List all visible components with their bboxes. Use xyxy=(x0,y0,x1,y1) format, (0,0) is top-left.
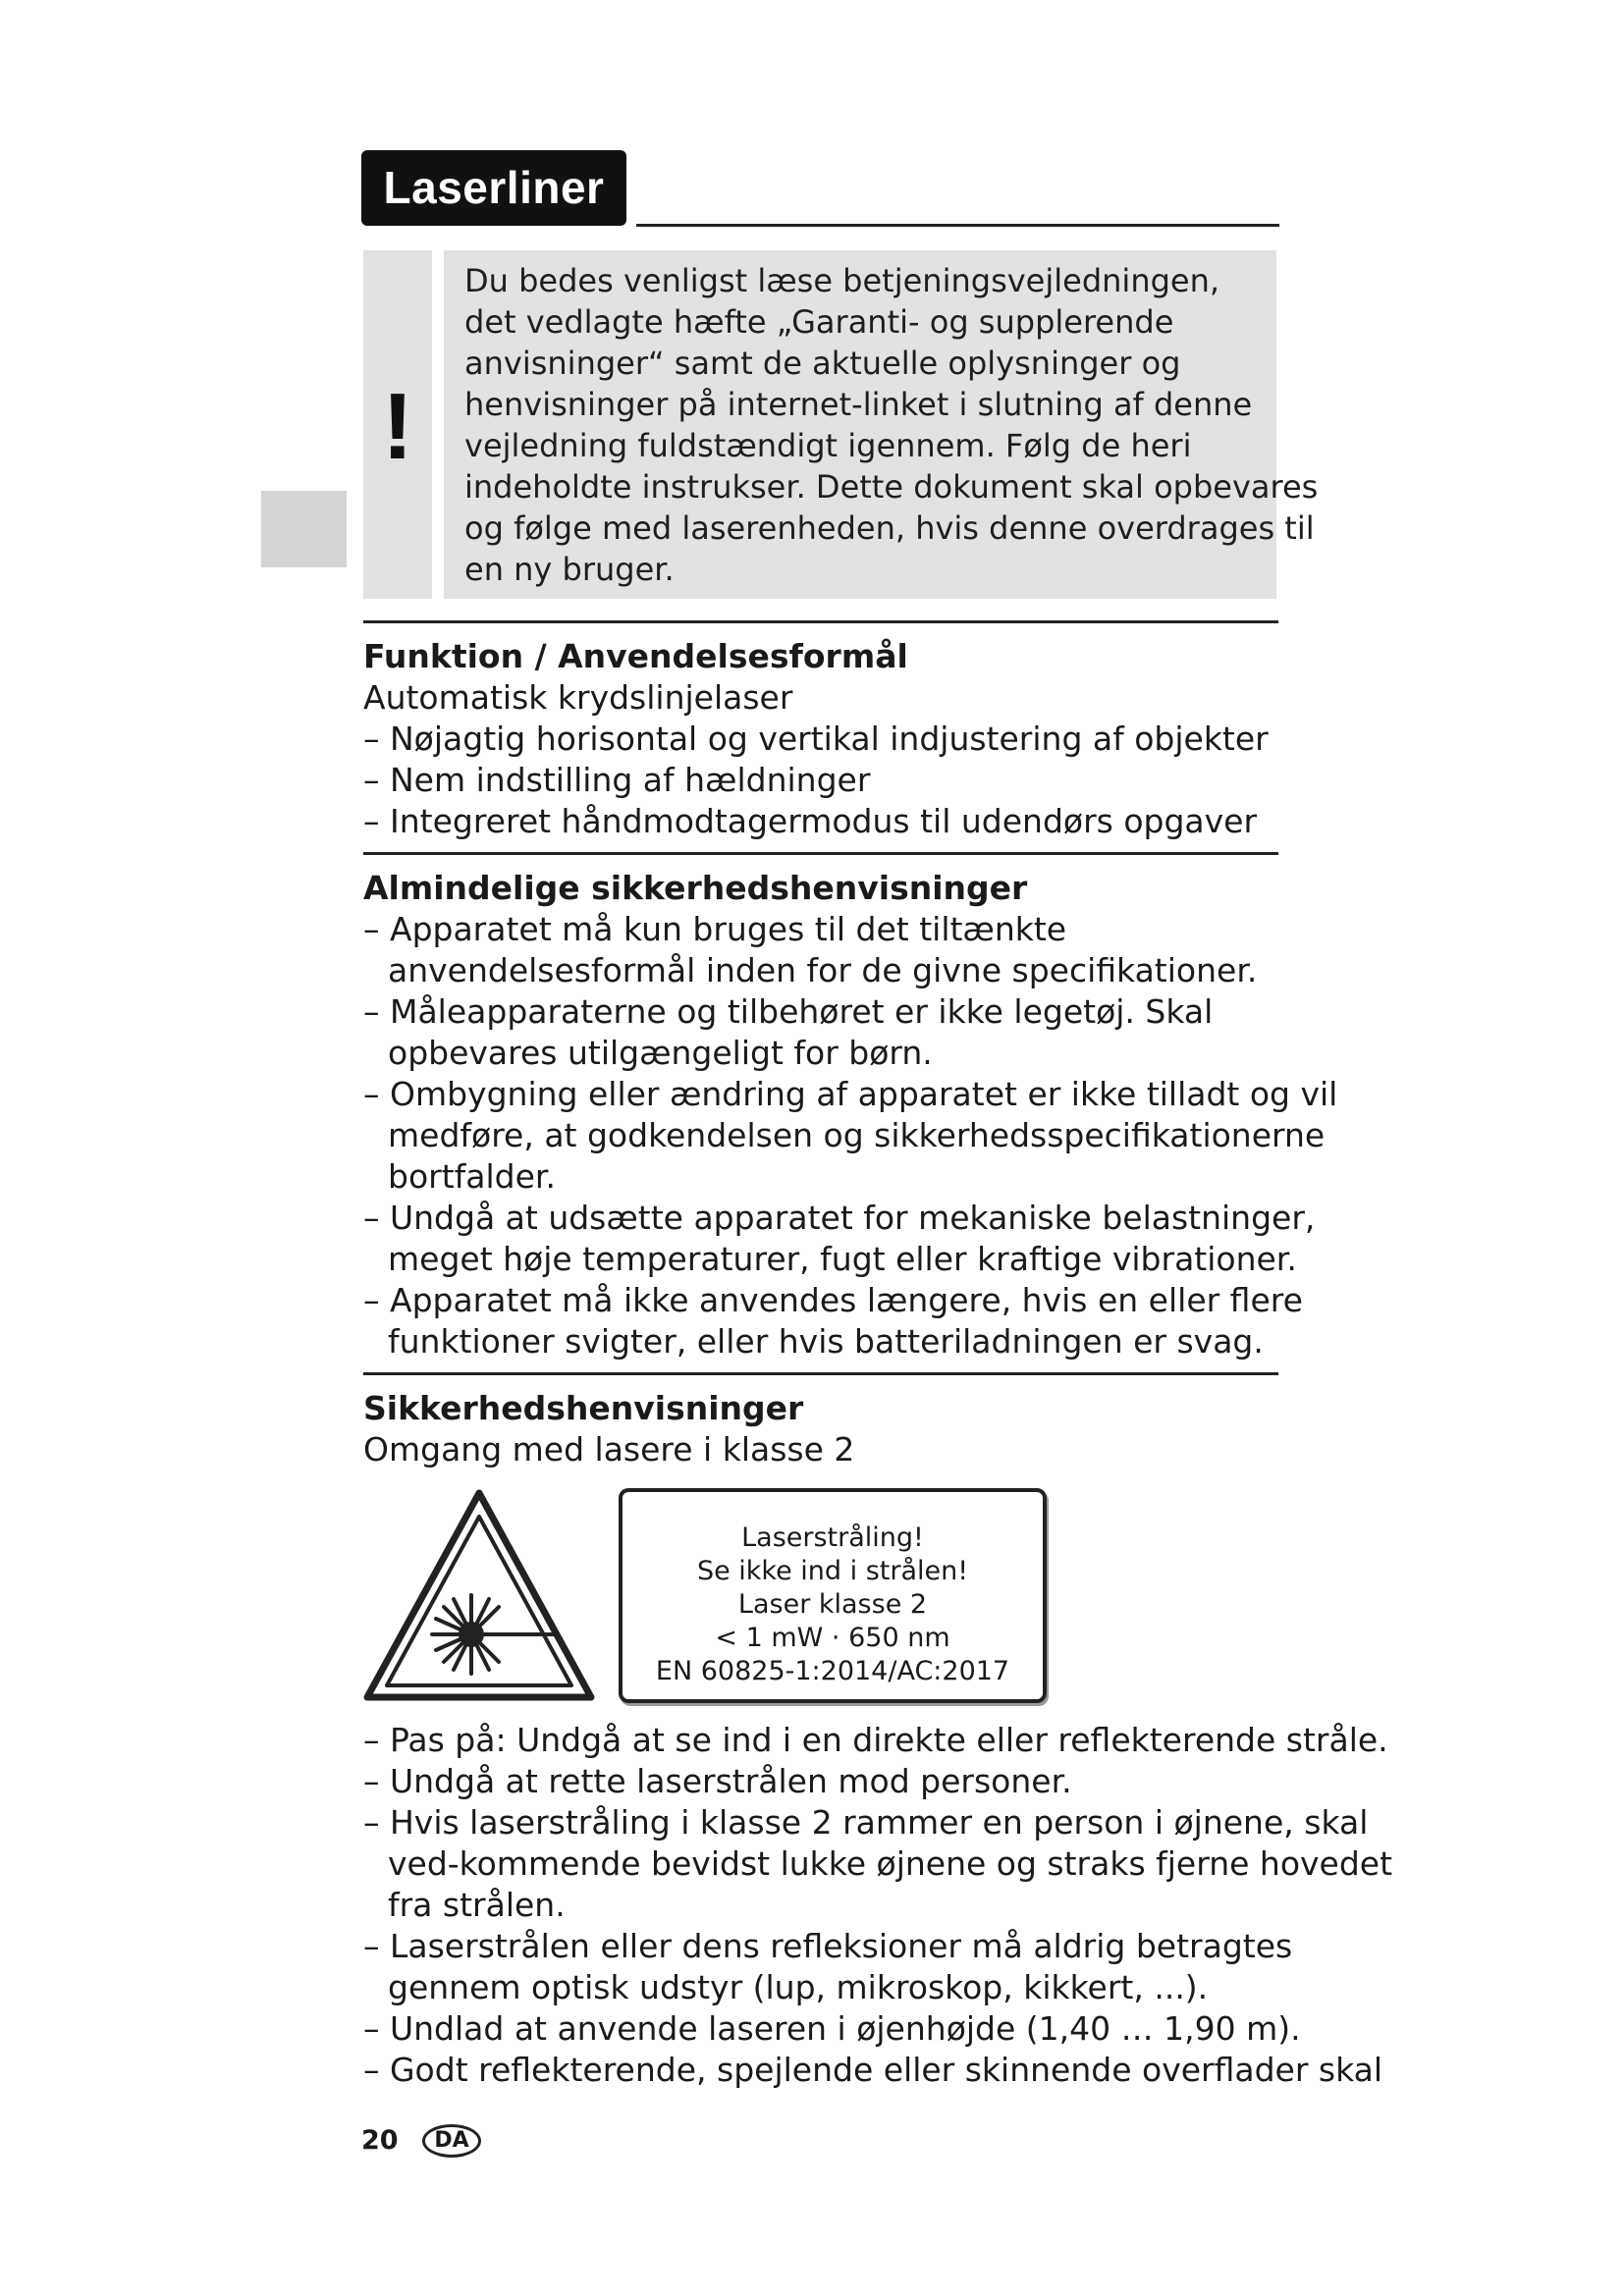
list-item-line: – Ombygning eller ændring af apparatet er ikke tilladt og vil xyxy=(363,1075,1338,1113)
list-item-line: – Undgå at rette laserstrålen mod personer. xyxy=(363,1762,1072,1800)
list-item-line: fra strålen. xyxy=(388,1886,566,1924)
list-item-line: opbevares utilgængeligt for børn. xyxy=(388,1034,933,1072)
list-item-line: meget høje temperaturer, fugt eller kraftige vibrationer. xyxy=(388,1240,1297,1278)
section-heading: Sikkerhedshenvisninger xyxy=(363,1389,804,1427)
list-item-line: medføre, at godkendelsen og sikkerhedsspecifikationerne xyxy=(388,1116,1326,1154)
label-line: EN 60825-1:2014/AC:2017 xyxy=(655,1656,1010,1686)
section-subtitle: Automatisk krydslinjelaser xyxy=(363,678,793,717)
exclamation-icon: ! xyxy=(382,374,413,479)
label-line: Laserstråling! xyxy=(741,1522,924,1553)
list-item xyxy=(363,1761,1306,1802)
list-item-line: anvendelsesformål inden for de givne specifikationer. xyxy=(388,951,1258,989)
list-item-line: gennem optisk udstyr (lup, mikroskop, kikkert, ...). xyxy=(388,1968,1209,2006)
list-item xyxy=(363,1802,1393,1926)
label-line: Se ikke ind i strålen! xyxy=(696,1556,969,1586)
list-item: – Integreret håndmodtagermodus til udendørs opgaver xyxy=(363,802,1258,840)
section-divider xyxy=(363,1372,1278,1375)
notice-line: anvisninger“ samt de aktuelle oplysninger og xyxy=(464,345,1181,382)
page-number: 20 xyxy=(361,2125,399,2156)
list-item-line: – Laserstrålen eller dens refleksioner må aldrig betragtes xyxy=(363,1927,1293,1965)
language-badge: DA xyxy=(422,2124,481,2158)
notice-line: indeholdte instrukser. Dette dokument skal opbevares xyxy=(464,468,1319,506)
list-item xyxy=(363,1074,1338,1198)
notice-box xyxy=(444,250,1319,599)
list-item: – Nøjagtig horisontal og vertikal indjustering af objekter xyxy=(363,720,1269,758)
section-tab-marker xyxy=(261,491,347,567)
list-item-line: bortfalder. xyxy=(388,1157,556,1196)
list-item xyxy=(363,1280,1306,1362)
section-heading: Almindelige sikkerhedshenvisninger xyxy=(363,869,1028,907)
list-item xyxy=(363,2008,1306,2050)
list-item-line: – Undgå at udsætte apparatet for mekaniske belastninger, xyxy=(363,1199,1316,1237)
notice-icon-panel xyxy=(363,250,432,599)
section-laser-safety xyxy=(363,1388,1306,1470)
list-item-line: funktioner svigter, eller hvis batteriladningen er svag. xyxy=(388,1322,1264,1361)
notice-line: Du bedes venligst læse betjeningsvejledningen, xyxy=(464,262,1220,299)
laser-class-label xyxy=(619,1488,1047,1703)
list-item: – Nem indstilling af hældninger xyxy=(363,761,871,799)
laser-safety-list xyxy=(363,1720,1393,2091)
list-item-line: – Undlad at anvende laseren i øjenhøjde (1,40 … 1,90 m). xyxy=(363,2009,1301,2048)
section-divider xyxy=(363,852,1278,855)
section-funktion xyxy=(363,636,1306,842)
section-divider xyxy=(363,620,1278,623)
notice-line: det vedlagte hæfte „Garanti- og supplerende xyxy=(464,303,1174,341)
list-item-line: – Måleapparaterne og tilbehøret er ikke legetøj. Skal xyxy=(363,992,1214,1031)
list-item xyxy=(363,909,1306,991)
notice-line: og følge med laserenheden, hvis denne overdrages til xyxy=(464,509,1315,547)
list-item xyxy=(363,2050,1383,2091)
list-item-line: ved-kommende bevidst lukke øjnene og straks fjerne hovedet xyxy=(388,1844,1393,1883)
notice-line: henvisninger på internet-linket i slutning af denne xyxy=(464,386,1253,423)
notice-line: vejledning fuldstændigt igennem. Følg de heri xyxy=(464,427,1192,464)
list-item-line: – Apparatet må kun bruges til det tiltænkte xyxy=(363,910,1067,948)
laser-warning-triangle-icon xyxy=(361,1487,597,1703)
section-subtitle: Omgang med lasere i klasse 2 xyxy=(363,1430,855,1468)
label-line: Laser klasse 2 xyxy=(737,1589,928,1620)
notice-line: en ny bruger. xyxy=(464,551,675,588)
list-item-line: – Godt reflekterende, spejlende eller skinnende overflader skal xyxy=(363,2051,1383,2089)
section-general-safety xyxy=(363,868,1338,1362)
list-item xyxy=(363,1720,1388,1761)
list-item xyxy=(363,1926,1306,2008)
list-item-line: – Pas på: Undgå at se ind i en direkte eller reflekterende stråle. xyxy=(363,1721,1388,1759)
list-item xyxy=(363,1198,1316,1280)
brand-logo: Laserliner xyxy=(361,150,626,226)
header-rule xyxy=(636,224,1279,227)
list-item-line: – Hvis laserstråling i klasse 2 rammer en person i øjnene, skal xyxy=(363,1803,1369,1842)
list-item xyxy=(363,991,1306,1074)
section-heading: Funktion / Anvendelsesformål xyxy=(363,637,908,675)
list-item-line: – Apparatet må ikke anvendes længere, hvis en eller flere xyxy=(363,1281,1303,1319)
label-line: < 1 mW · 650 nm xyxy=(715,1623,950,1653)
